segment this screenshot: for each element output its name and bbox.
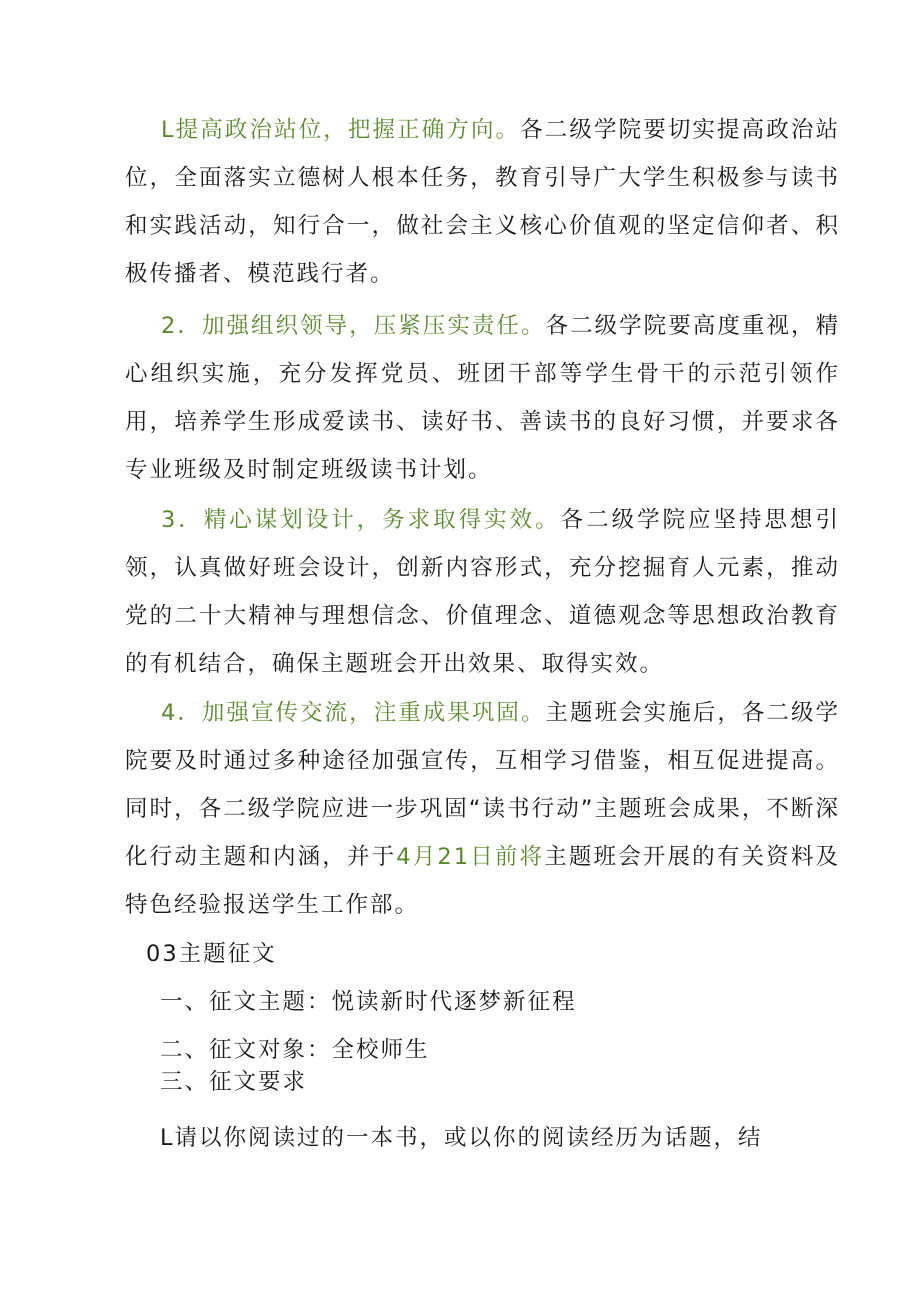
item-essay-audience: 二、征文对象：全校师生 [160, 1037, 430, 1063]
item-essay-requirements: 三、征文要求 [160, 1069, 308, 1095]
paragraph-1 [125, 106, 840, 298]
requirement-1: L请以你阅读过的一本书，或以你的阅读经历为话题，结 [160, 1125, 763, 1151]
section-title: 03主题征文 [146, 941, 277, 967]
paragraph-4-deadline: 4月21日前将 [396, 844, 545, 870]
paragraph-1-heading: L提高政治站位，把握正确方向。 [161, 117, 521, 143]
paragraph-4-body-before: 主题班会实施后，各二级学院要及时通过多种途径加强宣传，互相学习借鉴，相互促进提高。同时，各二级学院应进一步巩固“读书行动”主题班会成果，不断深化行动主题和内涵，并于 [125, 700, 840, 870]
paragraph-3-body: 各二级学院应坚持思想引领，认真做好班会设计，创新内容形式，充分挖掘育人元素，推动党的二十大精神与理想信念、价值理念、道德观念等思想政治教育的有机结合，确保主题班会开出效果、取得实效。 [125, 507, 840, 677]
paragraph-3 [125, 496, 840, 688]
paragraph-2 [125, 302, 840, 494]
paragraph-2-body: 各二级学院要高度重视，精心组织实施，充分发挥党员、班团干部等学生骨干的示范引领作用，培养学生形成爱读书、读好书、善读书的良好习惯，并要求各专业班级及时制定班级读书计划。 [125, 313, 840, 483]
paragraph-4-heading: 4．加强宣传交流，注重成果巩固。 [161, 700, 546, 726]
paragraph-1-body: 各二级学院要切实提高政治站位，全面落实立德树人根本任务，教育引导广大学生积极参与读书和实践活动，知行合一，做社会主义核心价值观的坚定信仰者、积极传播者、模范践行者。 [125, 117, 840, 287]
paragraph-2-heading: 2．加强组织领导，压紧压实责任。 [161, 313, 546, 339]
paragraph-3-heading: 3．精心谋划设计，务求取得实效。 [161, 507, 561, 533]
paragraph-4 [125, 689, 840, 929]
paragraph-4-body-after: 主题班会开展的有关资料及特色经验报送学生工作部。 [125, 844, 840, 918]
item-essay-theme: 一、征文主题：悦读新时代逐梦新征程 [160, 989, 577, 1015]
